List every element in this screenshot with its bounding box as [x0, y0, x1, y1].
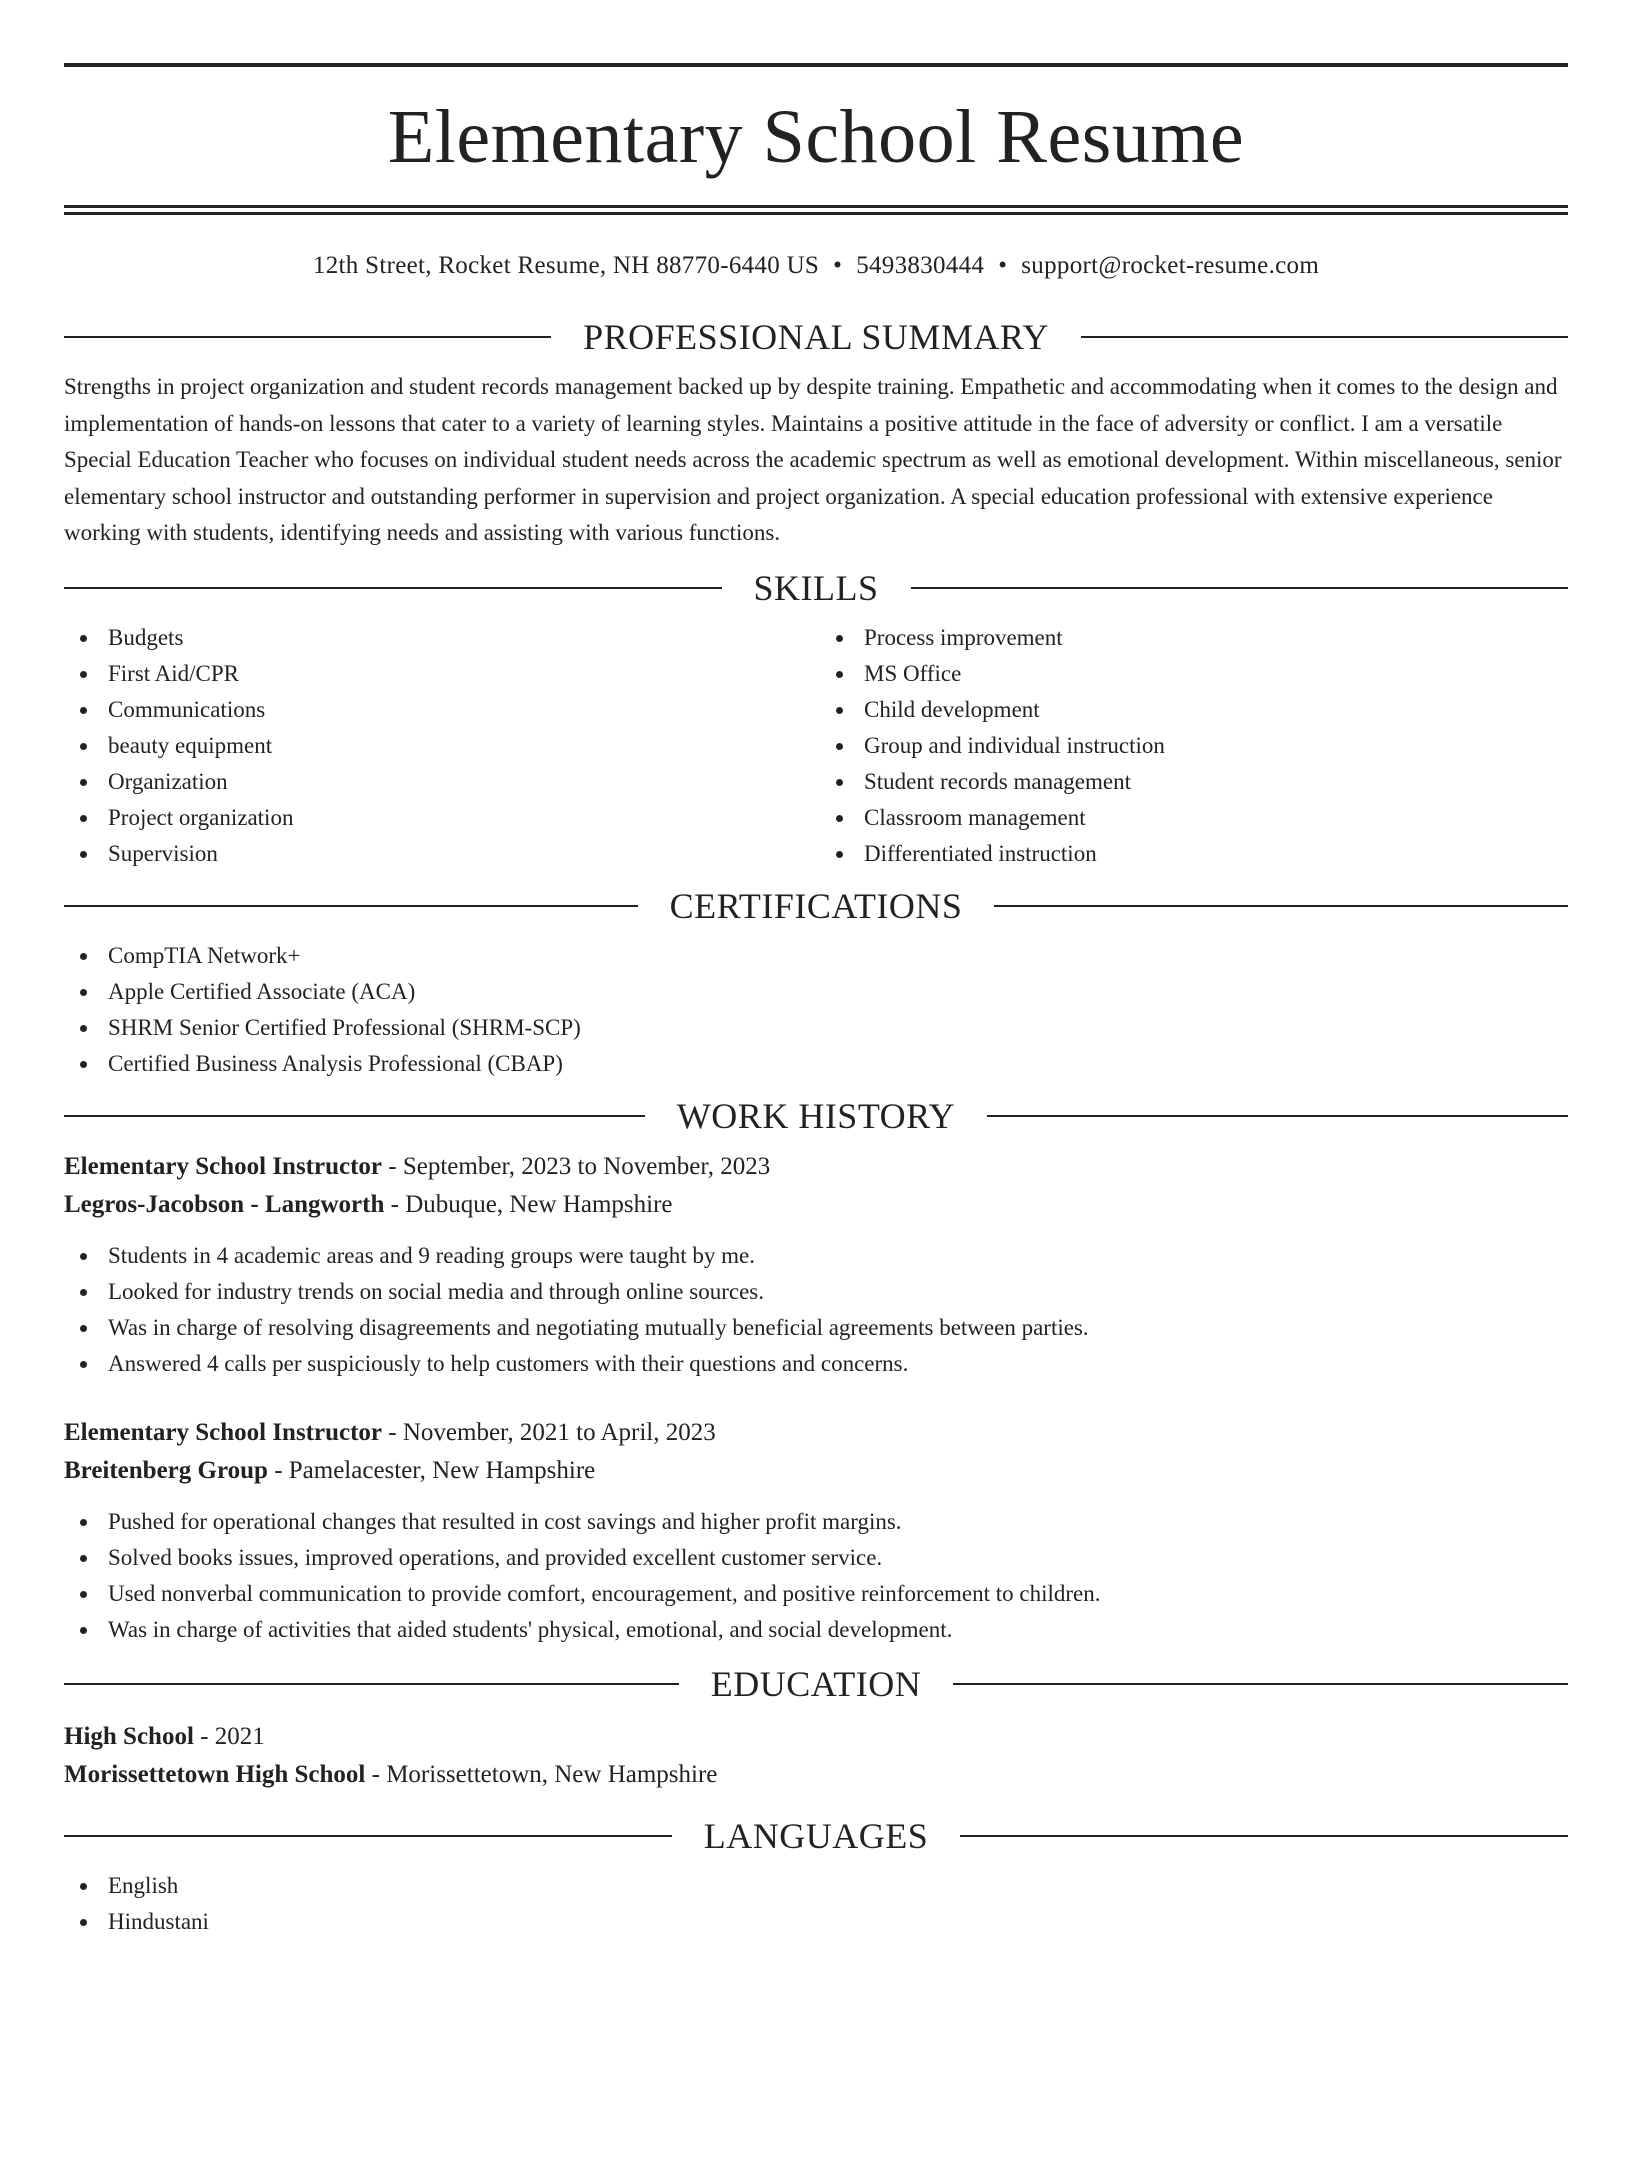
contact-phone[interactable]: 5493830444: [856, 252, 985, 279]
job-title-line: [64, 1148, 1568, 1186]
job-company-line: [64, 1186, 1568, 1224]
resume-title: Elementary School Resume: [387, 95, 1245, 179]
skill-item: Process improvement: [820, 620, 1568, 656]
skill-item: Differentiated instruction: [820, 836, 1568, 872]
job-bullets: [64, 1504, 1568, 1648]
job-entry: [64, 1148, 1568, 1382]
language-item: Hindustani: [64, 1904, 1568, 1940]
job-bullet: Students in 4 academic areas and 9 reading groups were taught by me.: [64, 1238, 1568, 1274]
job-bullets: [64, 1238, 1568, 1382]
skill-item: beauty equipment: [64, 728, 812, 764]
heading-rule-right: [994, 905, 1568, 907]
heading-rule-right: [960, 1835, 1568, 1837]
skill-item: Communications: [64, 692, 812, 728]
skill-item: Project organization: [64, 800, 812, 836]
top-rule: [64, 63, 1568, 67]
job-title-line: [64, 1414, 1568, 1452]
language-item: English: [64, 1868, 1568, 1904]
job-dates: - November, 2021 to April, 2023: [382, 1418, 716, 1446]
skill-item: Budgets: [64, 620, 812, 656]
skills-column-left: [64, 620, 812, 872]
summary-heading: PROFESSIONAL SUMMARY: [583, 317, 1049, 357]
skill-item: Student records management: [820, 764, 1568, 800]
skill-item: Supervision: [64, 836, 812, 872]
certification-item: SHRM Senior Certified Professional (SHRM-SCP): [64, 1010, 1568, 1046]
certification-item: Certified Business Analysis Professional (CBAP): [64, 1046, 1568, 1082]
title-double-rule: [64, 205, 1568, 215]
skill-item: Classroom management: [820, 800, 1568, 836]
education-heading: EDUCATION: [710, 1663, 922, 1704]
job-bullet: Pushed for operational changes that resulted in cost savings and higher profit margins.: [64, 1504, 1568, 1540]
heading-rule-right: [953, 1683, 1568, 1685]
heading-rule-left: [64, 1835, 672, 1837]
education-section-heading: [64, 1664, 1568, 1704]
contact-separator: •: [833, 252, 843, 279]
work-heading: WORK HISTORY: [676, 1095, 956, 1136]
certifications-list: [64, 938, 1568, 1082]
education-year: - 2021: [193, 1722, 265, 1750]
skill-item: Organization: [64, 764, 812, 800]
education-school-line: [64, 1756, 1568, 1794]
job-location: - Dubuque, New Hampshire: [384, 1190, 673, 1218]
education-school: Morissettetown High School: [64, 1760, 366, 1788]
heading-rule-left: [64, 905, 638, 907]
contact-email[interactable]: support@rocket-resume.com: [1021, 252, 1320, 279]
skills-list: [64, 620, 1568, 872]
skill-item: Child development: [820, 692, 1568, 728]
job-dates: - September, 2023 to November, 2023: [382, 1152, 771, 1180]
job-bullet: Solved books issues, improved operations, and provided excellent customer service.: [64, 1540, 1568, 1576]
job-title: Elementary School Instructor: [64, 1418, 383, 1446]
certifications-heading: CERTIFICATIONS: [669, 885, 963, 926]
skill-item: First Aid/CPR: [64, 656, 812, 692]
education-degree-line: [64, 1718, 1568, 1756]
resume-page: [0, 63, 1632, 2175]
languages-heading: LANGUAGES: [703, 1815, 929, 1856]
certifications-section-heading: [64, 886, 1568, 926]
heading-rule-right: [911, 587, 1569, 589]
certification-item: Apple Certified Associate (ACA): [64, 974, 1568, 1010]
skill-item: Group and individual instruction: [820, 728, 1568, 764]
languages-list: [64, 1868, 1568, 1940]
contact-line: [64, 251, 1568, 281]
education-entry: [64, 1718, 1568, 1794]
job-title: Elementary School Instructor: [64, 1152, 383, 1180]
heading-rule-left: [64, 336, 551, 338]
job-company: Breitenberg Group: [64, 1456, 268, 1484]
job-location: - Pamelacester, New Hampshire: [267, 1456, 596, 1484]
skills-heading: SKILLS: [753, 567, 879, 608]
heading-rule-left: [64, 587, 722, 589]
education-location: - Morissettetown, New Hampshire: [365, 1760, 718, 1788]
job-bullet: Was in charge of resolving disagreements and negotiating mutually beneficial agreements between parties.: [64, 1310, 1568, 1346]
job-bullet: Looked for industry trends on social media and through online sources.: [64, 1274, 1568, 1310]
heading-rule-left: [64, 1683, 679, 1685]
work-section-heading: [64, 1096, 1568, 1136]
heading-rule-right: [987, 1115, 1568, 1117]
job-entry: [64, 1414, 1568, 1648]
skills-column-right: [812, 620, 1568, 872]
job-bullet: Was in charge of activities that aided students' physical, emotional, and social development.: [64, 1612, 1568, 1648]
job-company-line: [64, 1452, 1568, 1490]
skills-section-heading: [64, 568, 1568, 608]
certification-item: CompTIA Network+: [64, 938, 1568, 974]
contact-address: 12th Street, Rocket Resume, NH 88770-6440 US: [312, 252, 820, 279]
heading-rule-right: [1081, 336, 1568, 338]
summary-text: Strengths in project organization and student records management backed up by despite training. Empathetic and accommodating when it comes to the design and implementation of hands-on lessons that cater to a variety of learning styles. Maintains a positive attitude in the face of adversity or conflict. I am a versatile Special Education Teacher who focuses on individual student needs across the academic spectrum as well as emotional development. Within miscellaneous, senior elementary school instructor and outstanding performer in supervision and project organization. A special education professional with extensive experience working with students, identifying needs and assisting with various functions.: [64, 374, 1562, 545]
job-company: Legros-Jacobson - Langworth: [64, 1190, 385, 1218]
summary-section-heading: [64, 317, 1568, 357]
languages-section-heading: [64, 1816, 1568, 1856]
skill-item: MS Office: [820, 656, 1568, 692]
contact-separator: •: [998, 252, 1008, 279]
heading-rule-left: [64, 1115, 645, 1117]
education-degree: High School: [64, 1722, 194, 1750]
job-bullet: Used nonverbal communication to provide comfort, encouragement, and positive reinforcement to children.: [64, 1576, 1568, 1612]
job-bullet: Answered 4 calls per suspiciously to help customers with their questions and concerns.: [64, 1346, 1568, 1382]
